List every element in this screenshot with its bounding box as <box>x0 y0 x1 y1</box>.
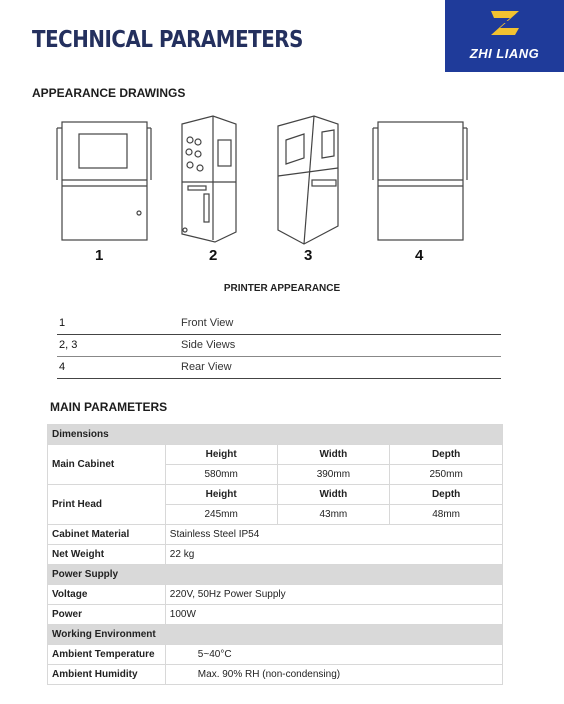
print-head-label: Print Head <box>48 485 166 525</box>
table-row <box>48 585 503 605</box>
logo-text: ZHI LIANG <box>469 46 540 61</box>
drawing-number: 3 <box>304 247 313 264</box>
view-key: 1 <box>57 313 179 335</box>
side-view-right-drawing <box>278 116 338 244</box>
section-row <box>48 565 503 585</box>
ambient-humidity-label: Ambient Humidity <box>48 665 166 685</box>
depth-value: 250mm <box>390 465 503 485</box>
width-header: Width <box>277 485 390 505</box>
zhiliang-logo-icon <box>488 8 522 44</box>
drawing-number: 1 <box>95 247 104 264</box>
power-value: 100W <box>165 605 502 625</box>
net-weight-value: 22 kg <box>165 545 502 565</box>
height-value: 580mm <box>165 465 277 485</box>
drawing-number: 4 <box>415 247 424 264</box>
brand-logo <box>445 0 564 72</box>
width-value: 390mm <box>277 465 390 485</box>
height-header: Height <box>165 445 277 465</box>
rear-view-drawing <box>373 122 467 240</box>
table-row <box>48 645 503 665</box>
view-key: 2, 3 <box>57 335 179 357</box>
view-value: Front View <box>179 313 501 335</box>
cabinet-material-value: Stainless Steel IP54 <box>165 525 502 545</box>
table-row <box>48 665 503 685</box>
printer-appearance-caption: PRINTER APPEARANCE <box>223 283 341 294</box>
power-label: Power <box>48 605 166 625</box>
table-row <box>48 445 503 465</box>
table-row <box>48 605 503 625</box>
cabinet-material-label: Cabinet Material <box>48 525 166 545</box>
height-value: 245mm <box>165 505 277 525</box>
view-key: 4 <box>57 357 179 379</box>
width-header: Width <box>277 445 390 465</box>
height-header: Height <box>165 485 277 505</box>
depth-header: Depth <box>390 485 503 505</box>
section-row <box>48 625 503 645</box>
net-weight-label: Net Weight <box>48 545 166 565</box>
table-row <box>48 525 503 545</box>
working-environment-label: Working Environment <box>48 625 503 645</box>
voltage-value: 220V, 50Hz Power Supply <box>165 585 502 605</box>
front-view-drawing <box>57 122 151 240</box>
table-row <box>48 545 503 565</box>
table-row <box>48 485 503 505</box>
side-view-left-drawing <box>182 116 236 242</box>
power-supply-label: Power Supply <box>48 565 503 585</box>
main-cabinet-label: Main Cabinet <box>48 445 166 485</box>
drawing-number: 2 <box>209 247 218 264</box>
ambient-humidity-value: Max. 90% RH (non-condensing) <box>165 665 502 685</box>
ambient-temperature-value: 5~40°C <box>165 645 502 665</box>
appearance-heading: APPEARANCE DRAWINGS <box>32 86 186 100</box>
section-row <box>48 425 503 445</box>
printer-drawings <box>0 110 564 270</box>
voltage-label: Voltage <box>48 585 166 605</box>
view-legend-table <box>57 313 501 379</box>
table-row <box>57 313 501 335</box>
main-parameters-heading: MAIN PARAMETERS <box>50 400 168 414</box>
page-title: TECHNICAL PARAMETERS <box>32 27 303 53</box>
ambient-temperature-label: Ambient Temperature <box>48 645 166 665</box>
dimensions-label: Dimensions <box>48 425 503 445</box>
table-row <box>57 357 501 379</box>
view-value: Side Views <box>179 335 501 357</box>
main-parameters-table <box>47 424 503 685</box>
table-row <box>57 335 501 357</box>
width-value: 43mm <box>277 505 390 525</box>
view-value: Rear View <box>179 357 501 379</box>
depth-header: Depth <box>390 445 503 465</box>
depth-value: 48mm <box>390 505 503 525</box>
